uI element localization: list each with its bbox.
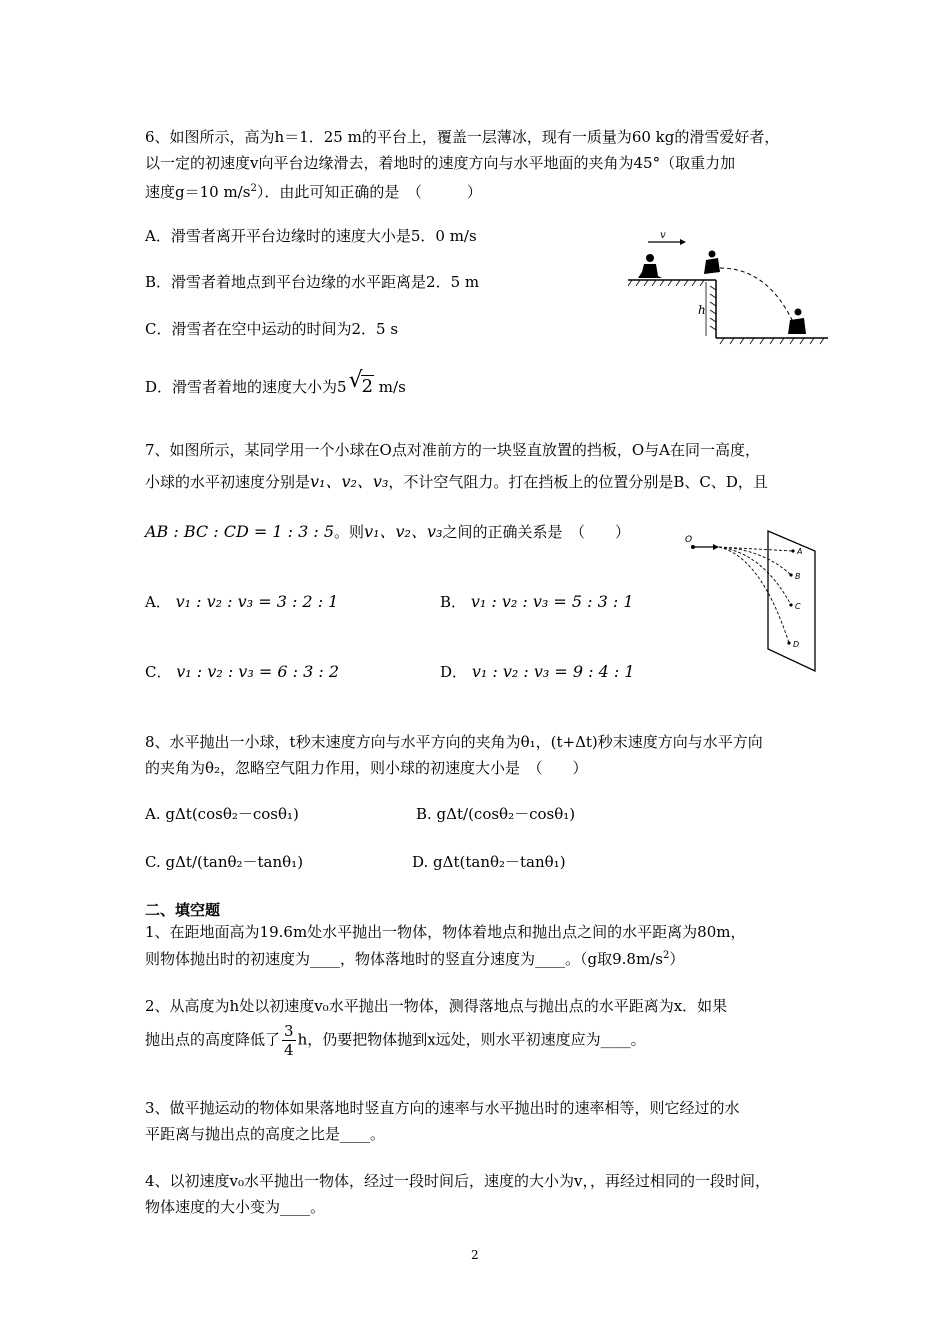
- q6-option-a: A．滑雪者离开平台边缘时的速度大小是5．0 m/s: [145, 227, 477, 245]
- sqrt-symbol: √ 2: [348, 368, 374, 397]
- skier-icon: [704, 251, 720, 275]
- point-c-label: C: [795, 602, 801, 611]
- q7-option-b: B． v₁ : v₂ : v₃ = 5 : 3 : 1: [440, 592, 634, 611]
- fill-4-line-2: 物体速度的大小变为____。: [145, 1198, 326, 1216]
- q7-line-1: 7、如图所示，某同学用一个小球在O点对准前方的一块竖直放置的挡板，O与A在同一高度，: [145, 441, 760, 459]
- q7-line-2: 小球的水平初速度分别是v₁、v₂、v₃，不计空气阻力。打在挡板上的位置分别是B、C、D，且: [145, 472, 768, 491]
- fill-4-line-1: 4、以初速度v₀水平抛出一物体，经过一段时间后，速度的大小为v，，再经过相同的一段时间，: [145, 1172, 771, 1190]
- q7-option-c: C． v₁ : v₂ : v₃ = 6 : 3 : 2: [145, 662, 339, 681]
- skier-platform-figure: [628, 228, 828, 346]
- q8-option-c: C. gΔt/(tanθ₂－tanθ₁): [145, 853, 304, 871]
- point-o-label: O: [685, 535, 693, 545]
- q8-option-d: D. gΔt(tanθ₂－tanθ₁): [412, 853, 566, 871]
- q7-option-a: A． v₁ : v₂ : v₃ = 3 : 2 : 1: [145, 592, 339, 611]
- q8-option-b: B. gΔt/(cosθ₂－cosθ₁): [416, 805, 576, 823]
- page-number: 2: [471, 1248, 479, 1262]
- q8-line-1: 8、水平抛出一小球，t秒末速度方向与水平方向的夹角为θ₁，(t+Δt)秒末速度方向与水平方向: [145, 733, 763, 751]
- q6-line-3: 速度g＝10 $m/s^2$）．由此可知正确的是 （ ）: [145, 183, 482, 201]
- skier-icon: [638, 254, 662, 278]
- point-a-label: A: [797, 547, 803, 556]
- q6-option-c: C．滑雪者在空中运动的时间为2．5 s: [145, 320, 399, 338]
- fill-3-line-2: 平距离与抛出点的高度之比是____。: [145, 1125, 386, 1143]
- fill-1-line-2: 则物体抛出时的初速度为____，物体落地时的竖直分速度为____。（g取$9.8m/s^2$）: [145, 950, 685, 968]
- fill-3-line-1: 3、做平抛运动的物体如果落地时竖直方向的速率与水平抛出时的速率相等，则它经过的水: [145, 1099, 740, 1117]
- ball-board-figure: [683, 525, 828, 675]
- q8-line-2: 的夹角为θ₂，忽略空气阻力作用，则小球的初速度大小是 （ ）: [145, 759, 588, 777]
- point-b-label: B: [795, 572, 801, 581]
- q6-line-1: 6、如图所示，高为h＝1．25 m的平台上，覆盖一层薄冰，现有一质量为60 kg的滑雪爱好者，: [145, 128, 780, 146]
- point-d-label: D: [793, 640, 800, 649]
- q6-option-d: D．滑雪者着地的速度大小为5 √ 2 m/s: [145, 368, 406, 397]
- q7-line-3: AB : BC : CD = 1 : 3 : 5。则v₁、v₂、v₃之间的正确关系是 （ ）: [145, 522, 630, 541]
- section-title: 二、填空题: [145, 901, 221, 919]
- velocity-label: v: [660, 230, 666, 241]
- q6-option-b: B．滑雪者着地点到平台边缘的水平距离是2．5 m: [145, 273, 480, 291]
- q7-option-d: D． v₁ : v₂ : v₃ = 9 : 4 : 1: [440, 662, 635, 681]
- q8-option-a: A. gΔt(cosθ₂－cosθ₁): [145, 805, 299, 823]
- fill-2-line-2: 抛出点的高度降低了 $\frac{3}{4}$ h，仍要把物体抛到x远处，则水平初速度应为____。: [145, 1022, 646, 1059]
- height-label: h: [698, 303, 706, 317]
- fill-2-line-1: 2、从高度为h处以初速度v₀水平抛出一物体，测得落地点与抛出点的水平距离为x．如果: [145, 997, 728, 1015]
- fill-1-line-1: 1、在距地面高为19.6m处水平抛出一物体，物体着地点和抛出点之间的水平距离为80m，: [145, 923, 746, 941]
- skier-icon: [788, 309, 806, 335]
- q6-line-2: 以一定的初速度v向平台边缘滑去，着地时的速度方向与水平地面的夹角为45°（取重力加: [145, 154, 736, 172]
- fraction: $\frac{3}{4}$: [284, 1022, 294, 1059]
